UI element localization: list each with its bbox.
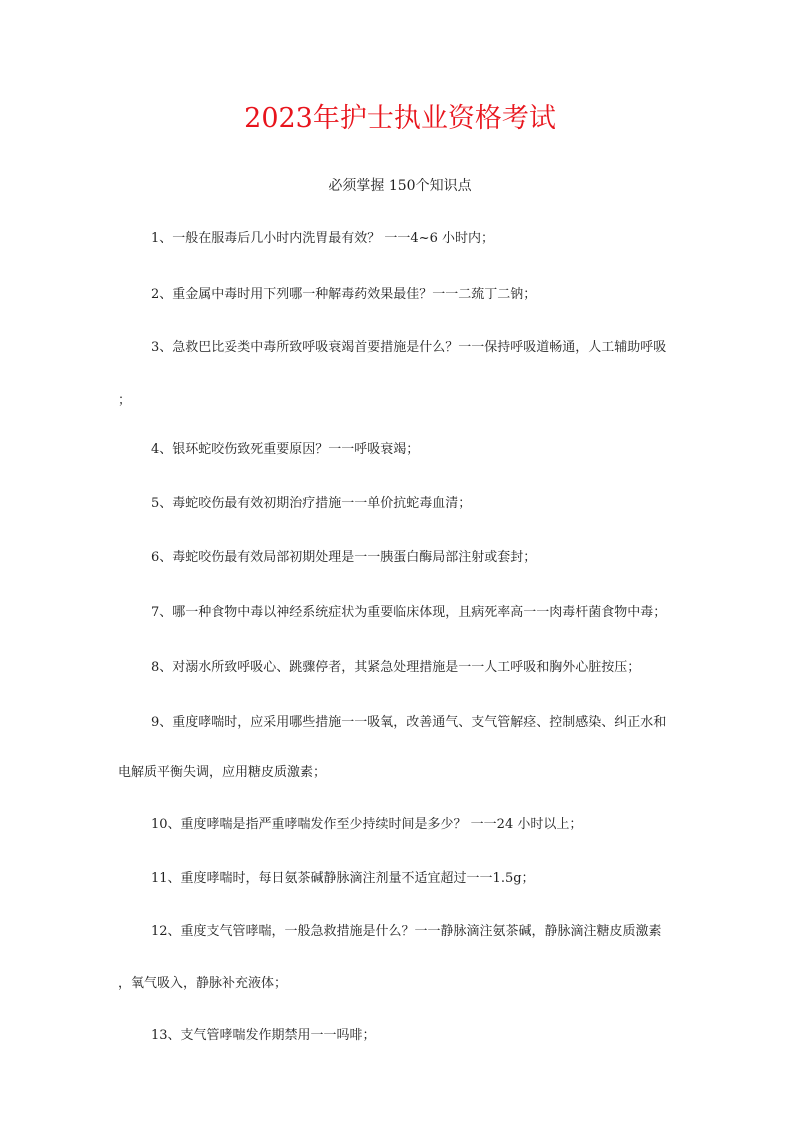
item-text-continuation: ； — [118, 393, 132, 408]
item-text: 13、支气管哮喘发作期禁用一一吗啡； — [151, 1028, 376, 1043]
document-title: 2023年护士执业资格考试 — [244, 103, 556, 134]
item-text: 3、急救巴比妥类中毒所致呼吸衰竭首要措施是什么？一一保持呼吸道畅通，人工辅助呼吸 — [151, 340, 667, 355]
list-item — [118, 713, 688, 780]
item-text: 1、一般在服毒后几小时内洗胃最有效？ 一一4~6 小时内； — [151, 231, 494, 246]
item-text: 8、对溺水所致呼吸心、跳骤停者，其紧急处理措施是一一人工呼吸和胸外心脏按压； — [151, 660, 641, 675]
list-item — [118, 338, 688, 408]
document-subtitle: 必须掌握 150个知识点 — [328, 178, 472, 194]
item-text: 10、重度哮喘是指严重哮喘发作至少持续时间是多少？ 一一24 小时以上； — [151, 817, 583, 832]
list-item — [118, 922, 688, 991]
item-text: 4、银环蛇咬伤致死重要原因？一一呼吸衰竭； — [151, 442, 420, 457]
item-text: 11、重度哮喘时，每日氨茶碱静脉滴注剂量不适宜超过一一1.5g； — [151, 871, 535, 886]
item-text: 12、重度支气管哮喘，一般急救措施是什么？一一静脉滴注氨茶碱，静脉滴注糖皮质激素 — [151, 924, 662, 939]
item-text: 5、毒蛇咬伤最有效初期治疗措施一一单价抗蛇毒血清； — [151, 496, 472, 511]
item-text: 9、重度哮喘时，应采用哪些措施一一吸氧，改善通气、支气管解痉、控制感染、纠正水和 — [151, 715, 667, 730]
item-text: 2、重金属中毒时用下列哪一种解毒药效果最佳？一一二巯丁二钠； — [151, 287, 537, 302]
item-text: 6、毒蛇咬伤最有效局部初期处理是一一胰蛋白酶局部注射或套封； — [151, 550, 537, 565]
item-text: 7、哪一种食物中毒以神经系统症状为重要临床体现，且病死率高一一肉毒杆菌食物中毒； — [151, 605, 667, 620]
item-text-continuation: 电解质平衡失调，应用糖皮质激素； — [118, 765, 327, 780]
item-text-continuation: ，氧气吸入，静脉补充液体； — [118, 976, 288, 991]
